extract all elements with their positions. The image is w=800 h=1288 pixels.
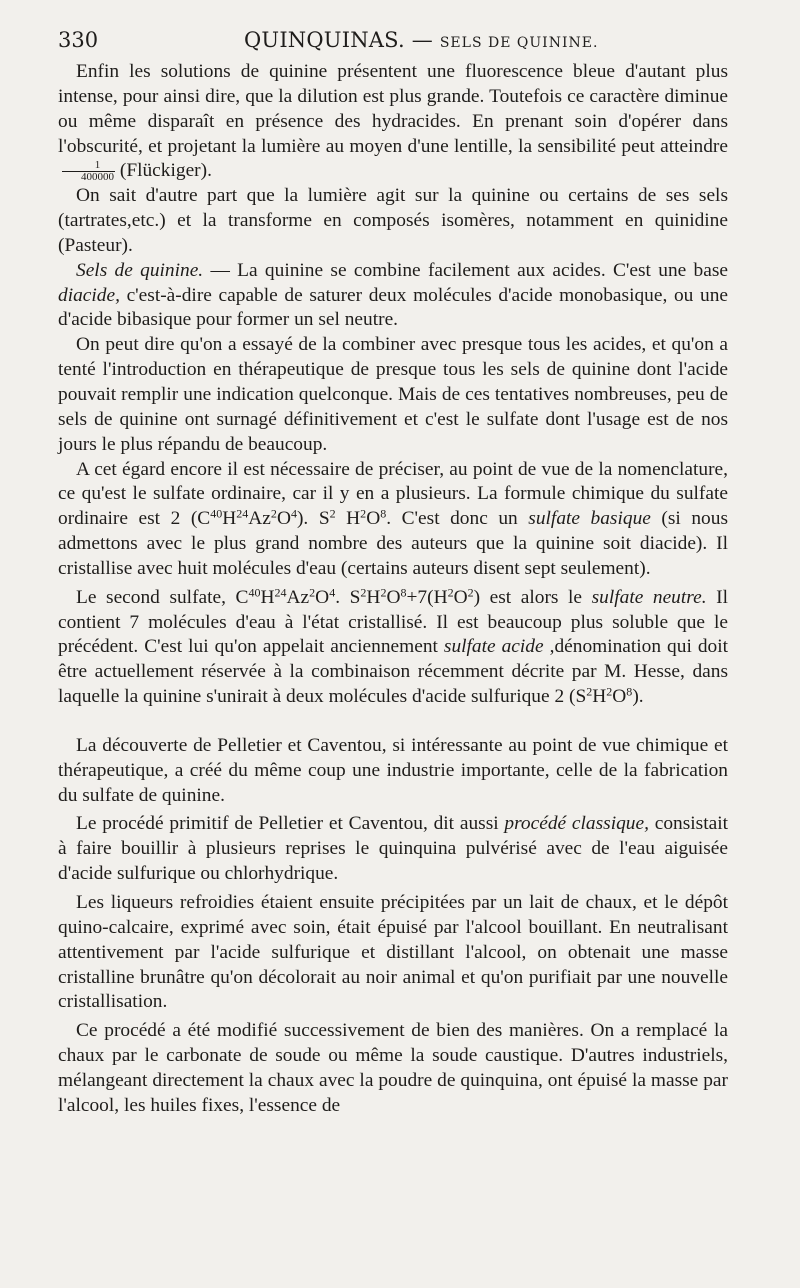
fraction-numerator: 1 — [62, 160, 115, 172]
paragraph-liqueurs: Les liqueurs refroidies étaient ensuite précipitées par un lait de chaux, et le dépôt quino-calcaire, exprimé avec soin, était épuisé par l'alcool bouillant. En neutralisant attentivement par l'acide sulfurique et distillant l'alcool, on obtenait une masse cristalline brunâtre qu'on décolorait au noir animal et qu'on purifiait par une nouvelle cristallisation. — [58, 892, 728, 1013]
paragraph-light-action: On sait d'autre part que la lumière agit sur la quinine ou certains de ses sels (tartrates,etc.) et la transforme en composés isomères, notamment en quinidine (Pasteur). — [58, 185, 728, 256]
section-subtitle: SELS DE QUININE. — [439, 35, 599, 51]
italic-term: sulfate neutre. — [591, 586, 707, 608]
page-number: 330 — [58, 28, 99, 52]
italic-term: sulfate acide — [443, 636, 544, 658]
paragraph-modifications: Ce procédé a été modifié successivement de bien des manières. On a remplacé la chaux par le carbonate de soude ou même la soude caustique. D'autres industriels, mélangeant directement la chaux avec la poudre de quinquina, ont épuisé la masse par l'alcool, les huiles fixes, l'essence de — [58, 1020, 728, 1116]
fraction-sensitivity — [62, 160, 115, 183]
italic-term: procédé classique, — [504, 813, 649, 835]
paragraph-combinations: On peut dire qu'on a essayé de la combiner avec presque tous les acides, et qu'on a tenté l'introduction en thérapeutique de presque tous les sels de quinine dont l'acide pouvait remplir une indication quelconque. Mais de ces tentatives nombreuses, peu de sels de quinine ont surnagé définitivement et c'est le sulfate dont l'usage est de nos jours le plus répandu de beaucoup. — [58, 334, 728, 455]
running-title — [244, 28, 598, 52]
page-body — [58, 60, 728, 1119]
running-header — [58, 28, 730, 58]
italic-term: diacide, — [58, 284, 120, 306]
italic-term: sulfate basique — [528, 508, 651, 530]
paragraph-sulfate-ordinaire: A cet égard encore il est nécessaire de préciser, au point de vue de la nomenclature, ce qu'est le sulfate ordinaire, car il y en a plusieurs. La formule chimique du sulfate ordinaire est 2 $(C^{40}H^{24}Az^2O^4)$. $S^2$ $H^2O^8$. C'est donc un sulfate basique (si nous admettons avec le plus grand nombre des auteurs que la quinine soit diacide). Il cristallise avec huit molécules d'eau (certains auteurs disent sept seulement). — [58, 458, 728, 579]
chapter-title: QUINQUINAS. — [244, 28, 405, 52]
section-lead-italic: Sels de quinine. — [76, 259, 204, 281]
paragraph-sels-de-quinine: Sels de quinine. — La quinine se combine facilement aux acides. C'est une base diacide, c'est-à-dire capable de saturer deux molécules d'acide monobasique, ou une d'acide bibasique pour former un sel neutre. — [58, 259, 729, 331]
title-separator: — — [411, 28, 433, 52]
paragraph-second-sulfate: Le second sulfate, $C^{40}H^{24}Az^2O^4$. $S^2H^2O^8+7(H^2O^2)$ est alors le sulfate neutre. Il contient 7 molécules d'eau à l'état cristallisé. Il est beaucoup plus soluble que le précédent. C'est lui qu'on appelait anciennement sulfate acide ,dénomination qui doit être actuellement réservée à la combinaison récemment décrite par M. Hesse, dans laquelle la quinine s'unirait à deux molécules d'acide sulfurique 2 $(S^2H^2O^8)$. — [58, 585, 728, 708]
paragraph-fluorescence: Enfin les solutions de quinine présentent une fluorescence bleue d'autant plus intense, pour ainsi dire, que la dilution est plus grande. Toutefois ce caractère diminue ou même disparaît en présence des hydracides. En prenant soin d'opérer dans l'obscurité, et projetant la lumière au moyen d'une lentille, la sensibilité peut atteindre $\frac{1}{400000}$ (Flückiger). — [58, 61, 728, 184]
paragraph-procede-primitif: Le procédé primitif de Pelletier et Caventou, dit aussi procédé classique, consistait à faire bouillir à plusieurs reprises le quinquina pulvérisé avec de l'eau aiguisée d'acide sulfurique ou chlorhydrique. — [58, 813, 728, 885]
fraction-denominator: 400000 — [81, 171, 114, 184]
paragraph-industry: La découverte de Pelletier et Caventou, si intéressante au point de vue chimique et thérapeutique, a créé du même coup une industrie importante, celle de la fabrication du sulfate de quinine. — [58, 734, 728, 806]
